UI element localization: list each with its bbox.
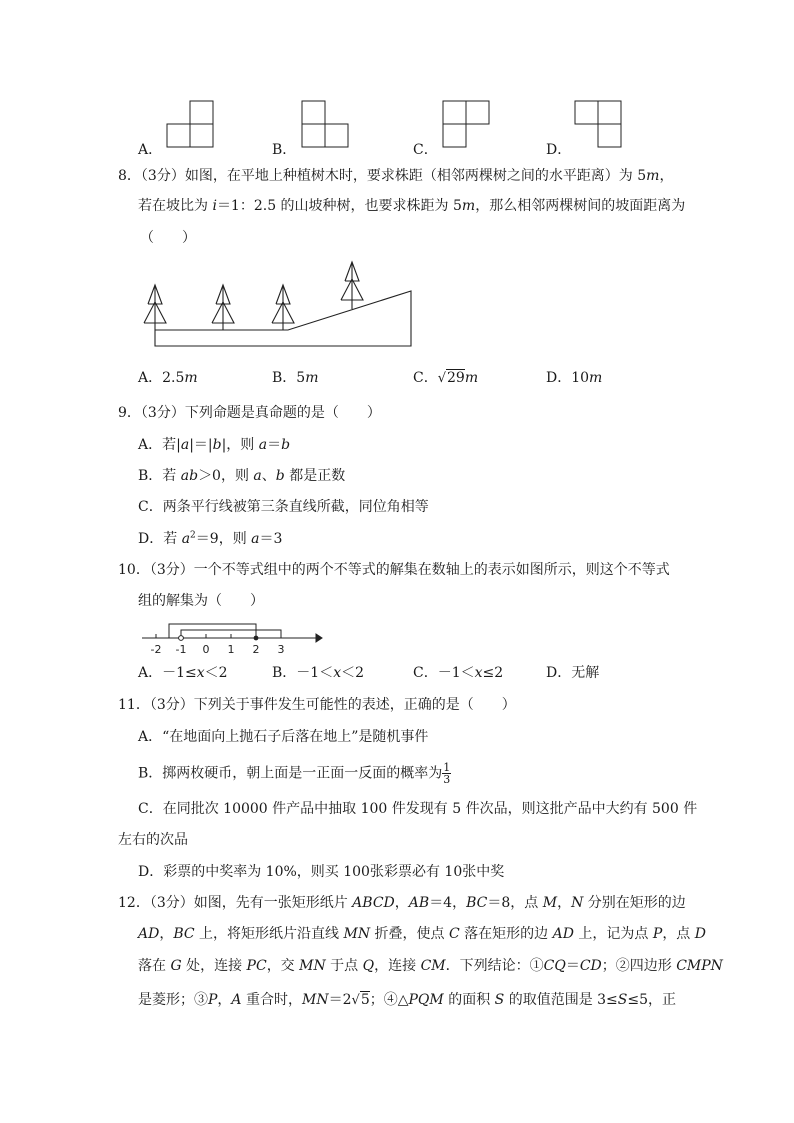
q7-option-a[interactable]: A．: [138, 142, 163, 158]
q8-stem-line2: 若在坡比为 i＝1：2.5 的山坡种树，也要求株距为 5m，那么相邻两棵树间的坡面距离为: [138, 198, 686, 214]
axis-label-neg2: -2: [150, 643, 162, 656]
q7-figure-c: [442, 100, 492, 150]
q11-option-a[interactable]: A．“在地面向上抛石子后落在地上”是随机事件: [138, 729, 429, 745]
q7-figure-d: [574, 100, 624, 150]
q8-option-b[interactable]: B．5m: [272, 370, 319, 386]
q7-option-b[interactable]: B．: [272, 142, 297, 158]
q7-option-d[interactable]: D．: [546, 142, 572, 158]
q7-option-c[interactable]: C．: [413, 142, 438, 158]
fraction-one-third: $\frac{1}{3}$: [443, 761, 451, 786]
q8-option-d[interactable]: D．10m: [546, 370, 603, 386]
q10-option-c[interactable]: C．－1＜x≤2: [413, 665, 504, 681]
q9-option-b[interactable]: B．若 ab＞0，则 a、b 都是正数: [138, 468, 346, 484]
q11-option-b[interactable]: B．掷两枚硬币，朝上面是一正面一反面的概率为 $\frac{1}{3}$: [138, 761, 451, 786]
axis-label-2: 2: [252, 643, 260, 656]
q10-stem-line2: 组的解集为（ ）: [138, 593, 264, 609]
q11-option-c-line2: 左右的次品: [118, 832, 188, 848]
q9-option-c[interactable]: C．两条平行线被第三条直线所截，同位角相等: [138, 499, 429, 515]
q10-number-line-figure: [140, 619, 322, 659]
q11-option-d[interactable]: D．彩票的中奖率为 10%，则买 100张彩票必有 10张中奖: [138, 864, 505, 880]
q8-stem-line3: （ ）: [140, 230, 196, 246]
q11-stem: 11．（3分）下列关于事件发生可能性的表述，正确的是（ ）: [118, 697, 516, 713]
q9-option-d[interactable]: D．若 $a^2=9$，则 a＝3: [138, 530, 283, 547]
axis-label-0: 0: [202, 643, 210, 656]
q7-figure-b: [301, 100, 351, 150]
q8-option-a[interactable]: A．2.5m: [138, 370, 198, 386]
axis-label-1: 1: [227, 643, 235, 656]
q8-option-c[interactable]: C．√29m: [413, 370, 479, 386]
q9-stem: 9．（3分）下列命题是真命题的是（ ）: [118, 405, 381, 421]
q12-stem-line3: 落在 G 处，连接 PC，交 MN 于点 Q，连接 CM．下列结论：①CQ＝CD；②四边形 CMPN: [138, 958, 723, 974]
q10-option-a[interactable]: A．－1≤x＜2: [138, 665, 228, 681]
q10-option-d[interactable]: D．无解: [546, 665, 600, 681]
axis-label-neg1: -1: [175, 643, 187, 656]
q11-option-c-line1[interactable]: C．在同批次 10000 件产品中抽取 100 件发现有 5 件次品，则这批产品中大约有 500 件: [138, 801, 698, 817]
q12-stem-line4: 是菱形；③P，A 重合时，MN＝2√5；④△PQM 的面积 S 的取值范围是 3≤S≤5，正: [138, 992, 677, 1008]
q9-option-a[interactable]: A．若|a|＝|b|，则 a＝b: [138, 437, 291, 453]
q10-option-b[interactable]: B．－1＜x＜2: [272, 665, 365, 681]
q12-stem-line2: AD，BC 上，将矩形纸片沿直线 MN 折叠，使点 C 落在矩形的边 AD 上，记为点 P，点 D: [138, 926, 706, 942]
q12-stem-line1: 12．（3分）如图，先有一张矩形纸片 ABCD，AB＝4，BC＝8，点 M，N 分别在矩形的边: [118, 895, 686, 911]
q8-slope-trees-figure: [140, 258, 420, 350]
q7-figure-a: [166, 100, 216, 150]
axis-label-3: 3: [277, 643, 285, 656]
q8-stem-line1: 8．（3分）如图，在平地上种植树木时，要求株距（相邻两棵树之间的水平距离）为 5m，: [118, 168, 674, 184]
q10-stem-line1: 10．（3分）一个不等式组中的两个不等式的解集在数轴上的表示如图所示，则这个不等式: [118, 562, 670, 578]
